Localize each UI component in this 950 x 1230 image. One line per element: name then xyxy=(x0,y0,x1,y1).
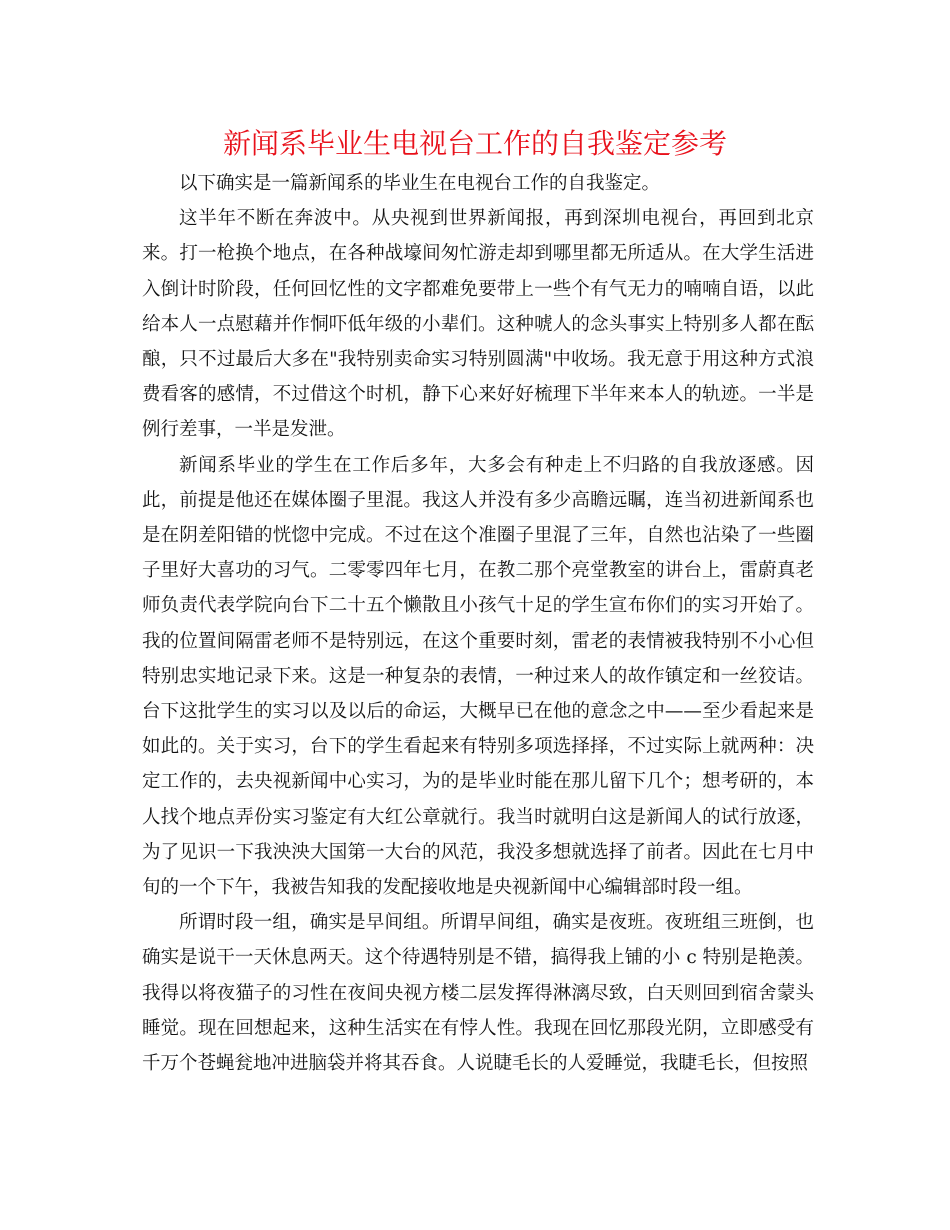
paragraph-intro: 以下确实是一篇新闻系的毕业生在电视台工作的自我鉴定。 xyxy=(179,173,661,194)
paragraph: 这半年不断在奔波中。从央视到世界新闻报，再到深圳电视台，再回到北京来。打一枪换个地点，在各种战壕间匆忙游走却到哪里都无所适从。在大学生活进入倒计时阶段，任何回忆性的文字都难免要带上一些个有气无力的喃喃自语，以此给本人一点慰藉并作恫吓低年级的小辈们。这种唬人的念头事实上特别多人都在酝酿，只不过最后大多在"我特别卖命实习特别圆满"中收场。我无意于用这种方式浪费看客的感情，不过借这个时机，静下心来好好梳理下半年来本人的轨迹。一半是例行差事，一半是发泄。 xyxy=(142,208,814,441)
paragraph: 所谓时段一组，确实是早间组。所谓早间组，确实是夜班。夜班组三班倒，也确实是说干一天休息两天。这个待遇特别是不错，搞得我上铺的小 c 特别是艳羡。我得以将夜猫子的习性在夜间央视方楼二层发挥得淋漓尽致，白天则回到宿舍蒙头睡觉。现在回想起来，这种生活实在有悖人性。我现在回忆那段光阴，立即感受有千万个苍蝇瓮地冲进脑袋并将其吞食。人说睫毛长的人爱睡觉，我睫毛长，但按照 xyxy=(142,912,814,1075)
paragraph: 新闻系毕业的学生在工作后多年，大多会有种走上不归路的自我放逐感。因此，前提是他还在媒体圈子里混。我这人并没有多少高瞻远瞩，连当初进新闻系也是在阴差阳错的恍惚中完成。不过在这个准圈子里混了三年，自然也沾染了一些圈子里好大喜功的习气。二零零四年七月，在教二那个亮堂教室的讲台上，雷蔚真老师负责代表学院向台下二十五个懒散且小孩气十足的学生宣布你们的实习开始了。我的位置间隔雷老师不是特别远，在这个重要时刻，雷老的表情被我特别不小心但特别忠实地记录下来。这是一种复杂的表情，一种过来人的故作镇定和一丝狡诘。台下这批学生的实习以及以后的命运，大概早已在他的意念之中——至少看起来是如此的。关于实习，台下的学生看起来有特别多项选择择，不过实际上就两种：决定工作的，去央视新闻中心实习，为的是毕业时能在那儿留下几个；想考研的，本人找个地点弄份实习鉴定有大红公章就行。我当时就明白这是新闻人的试行放逐，为了见识一下我泱泱大国第一大台的风范，我没多想就选择了前者。因此在七月中旬的一个下午，我被告知我的发配接收地是央视新闻中心编辑部时段一组。 xyxy=(142,454,814,899)
document-body xyxy=(142,166,814,1081)
document-title: 新闻系毕业生电视台工作的自我鉴定参考 xyxy=(222,127,727,160)
